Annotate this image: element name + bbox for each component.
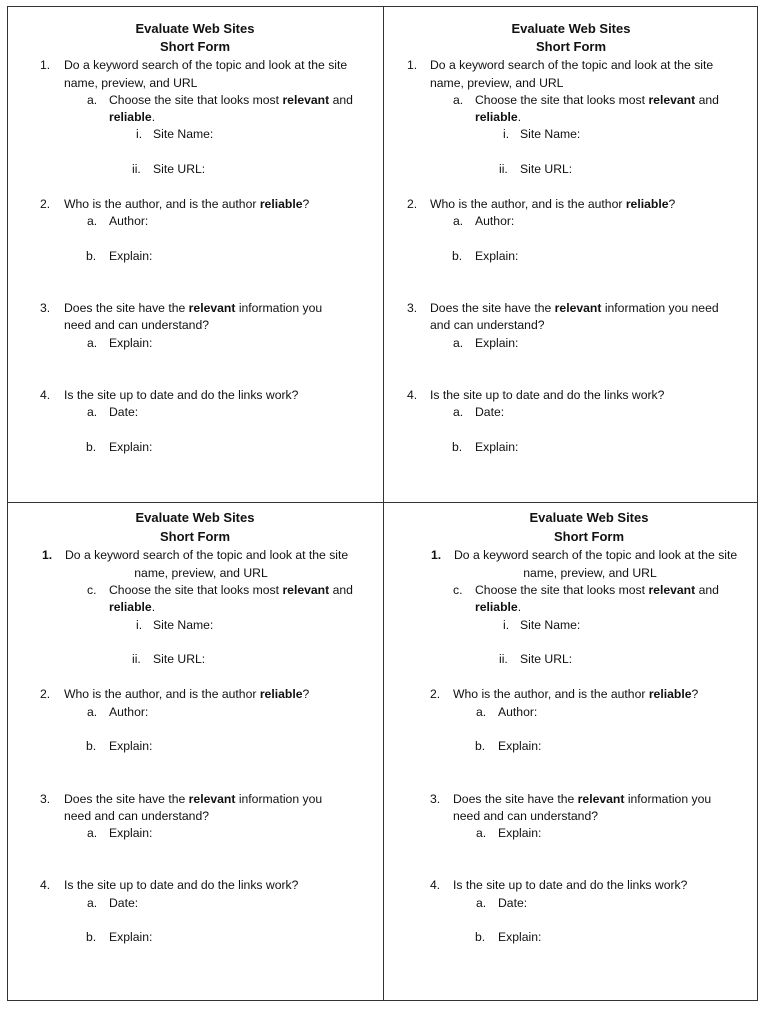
q1-number: 1. (407, 58, 418, 72)
q4-number: 4. (430, 878, 441, 892)
q2b-label: b. (475, 739, 486, 753)
q4-number: 4. (40, 878, 51, 892)
q4-text: Is the site up to date and do the links work? (430, 388, 665, 402)
explain-label: Explain: (498, 739, 542, 753)
author-label: Author: (498, 705, 538, 719)
explain-label: Explain: (475, 440, 519, 454)
q3a-label: a. (87, 336, 98, 350)
q1a-label: a. (87, 93, 98, 107)
q1c-line-cont: reliable. (109, 600, 156, 614)
q4a-label: a. (453, 405, 464, 419)
q1c-ii-label: ii. (132, 652, 141, 666)
q1c-i-label: i. (136, 618, 143, 632)
q1a-ii-label: ii. (132, 162, 141, 176)
site-url-label: Site URL: (153, 652, 206, 666)
q2b-label: b. (86, 739, 97, 753)
q1-text: Do a keyword search of the topic and look at the site (65, 548, 349, 562)
site-url-label: Site URL: (153, 162, 206, 176)
q2-text: Who is the author, and is the author reliable? (64, 687, 310, 701)
q4b-label: b. (452, 440, 463, 454)
q3-text-cont: need and can understand? (64, 809, 210, 823)
author-label: Author: (109, 705, 149, 719)
q3-text-cont: need and can understand? (453, 809, 599, 823)
q4b-label: b. (86, 930, 97, 944)
q1c-label: c. (453, 583, 463, 597)
q4-number: 4. (40, 388, 51, 402)
explain-label: Explain: (498, 930, 542, 944)
explain-label: Explain: (498, 826, 542, 840)
q1-text: Do a keyword search of the topic and look at the site (430, 58, 714, 72)
q1a-line: Choose the site that looks most relevant and (109, 93, 353, 107)
q2a-label: a. (476, 705, 487, 719)
q4-text: Is the site up to date and do the links work? (64, 878, 299, 892)
q2a-label: a. (453, 214, 464, 228)
q4-text: Is the site up to date and do the links work? (453, 878, 688, 892)
q1-text-cont: name, preview, and URL (523, 566, 657, 580)
site-url-label: Site URL: (520, 162, 573, 176)
q2-number: 2. (40, 687, 51, 701)
explain-label: Explain: (109, 739, 153, 753)
date-label: Date: (475, 405, 505, 419)
q2-text: Who is the author, and is the author reliable? (430, 197, 676, 211)
q4a-label: a. (87, 896, 98, 910)
q1c-line-cont: reliable. (475, 600, 522, 614)
q3-text: Does the site have the relevant information you (64, 792, 323, 806)
q2-number: 2. (430, 687, 441, 701)
q3-text: Does the site have the relevant information you need (430, 301, 719, 315)
q3-text: Does the site have the relevant information you (64, 301, 323, 315)
form-subtitle: Short Form (553, 529, 625, 544)
explain-label: Explain: (475, 336, 519, 350)
date-label: Date: (498, 896, 528, 910)
explain-label: Explain: (109, 249, 153, 263)
form-card-top-left (8, 7, 382, 501)
q1-number: 1. (40, 58, 51, 72)
site-name-label: Site Name: (153, 618, 214, 632)
q3-text-cont: need and can understand? (64, 318, 210, 332)
q3-text-cont: and can understand? (430, 318, 545, 332)
q1-text-cont: name, preview, and URL (134, 566, 268, 580)
q4a-label: a. (476, 896, 487, 910)
q3a-label: a. (87, 826, 98, 840)
q4-number: 4. (407, 388, 418, 402)
q1a-label: a. (453, 93, 464, 107)
site-name-label: Site Name: (520, 127, 581, 141)
explain-label: Explain: (475, 249, 519, 263)
date-label: Date: (109, 896, 139, 910)
form-card-bottom-left (8, 503, 382, 997)
date-label: Date: (109, 405, 139, 419)
q3-number: 3. (40, 792, 51, 806)
form-title: Evaluate Web Sites (529, 510, 649, 525)
q3-number: 3. (407, 301, 418, 315)
explain-label: Explain: (109, 826, 153, 840)
site-url-label: Site URL: (520, 652, 573, 666)
q1-text-cont: name, preview, and URL (64, 76, 198, 90)
q1c-line: Choose the site that looks most relevant and (475, 583, 719, 597)
q1c-label: c. (87, 583, 97, 597)
q1a-line-cont: reliable. (109, 110, 156, 124)
form-title: Evaluate Web Sites (135, 510, 255, 525)
q1c-line: Choose the site that looks most relevant and (109, 583, 353, 597)
q3-number: 3. (430, 792, 441, 806)
form-subtitle: Short Form (159, 39, 231, 54)
form-card-bottom-right (384, 503, 758, 997)
q1c-i-label: i. (503, 618, 510, 632)
q1a-line-cont: reliable. (475, 110, 522, 124)
q1a-i-label: i. (136, 127, 143, 141)
q2a-label: a. (87, 214, 98, 228)
form-card-top-right (384, 7, 758, 501)
q4a-label: a. (87, 405, 98, 419)
q4-text: Is the site up to date and do the links work? (64, 388, 299, 402)
form-subtitle: Short Form (535, 39, 607, 54)
q1a-ii-label: ii. (499, 162, 508, 176)
author-label: Author: (475, 214, 515, 228)
q2-text: Who is the author, and is the author reliable? (64, 197, 310, 211)
site-name-label: Site Name: (520, 618, 581, 632)
q1-text: Do a keyword search of the topic and look at the site (454, 548, 738, 562)
form-title: Evaluate Web Sites (511, 21, 631, 36)
q3a-label: a. (453, 336, 464, 350)
q1a-line: Choose the site that looks most relevant and (475, 93, 719, 107)
q2-number: 2. (40, 197, 51, 211)
q3-number: 3. (40, 301, 51, 315)
author-label: Author: (109, 214, 149, 228)
q4b-label: b. (86, 440, 97, 454)
q2b-label: b. (452, 249, 463, 263)
q2a-label: a. (87, 705, 98, 719)
q4b-label: b. (475, 930, 486, 944)
q3a-label: a. (476, 826, 487, 840)
q3-text: Does the site have the relevant information you (453, 792, 712, 806)
q1a-i-label: i. (503, 127, 510, 141)
q1-number: 1. (42, 548, 53, 562)
q2-text: Who is the author, and is the author reliable? (453, 687, 699, 701)
site-name-label: Site Name: (153, 127, 214, 141)
explain-label: Explain: (109, 440, 153, 454)
q1c-ii-label: ii. (499, 652, 508, 666)
explain-label: Explain: (109, 930, 153, 944)
form-subtitle: Short Form (159, 529, 231, 544)
q1-text: Do a keyword search of the topic and look at the site (64, 58, 348, 72)
q2b-label: b. (86, 249, 97, 263)
form-title: Evaluate Web Sites (135, 21, 255, 36)
q2-number: 2. (407, 197, 418, 211)
q1-text-cont: name, preview, and URL (430, 76, 564, 90)
q1-number: 1. (431, 548, 442, 562)
explain-label: Explain: (109, 336, 153, 350)
